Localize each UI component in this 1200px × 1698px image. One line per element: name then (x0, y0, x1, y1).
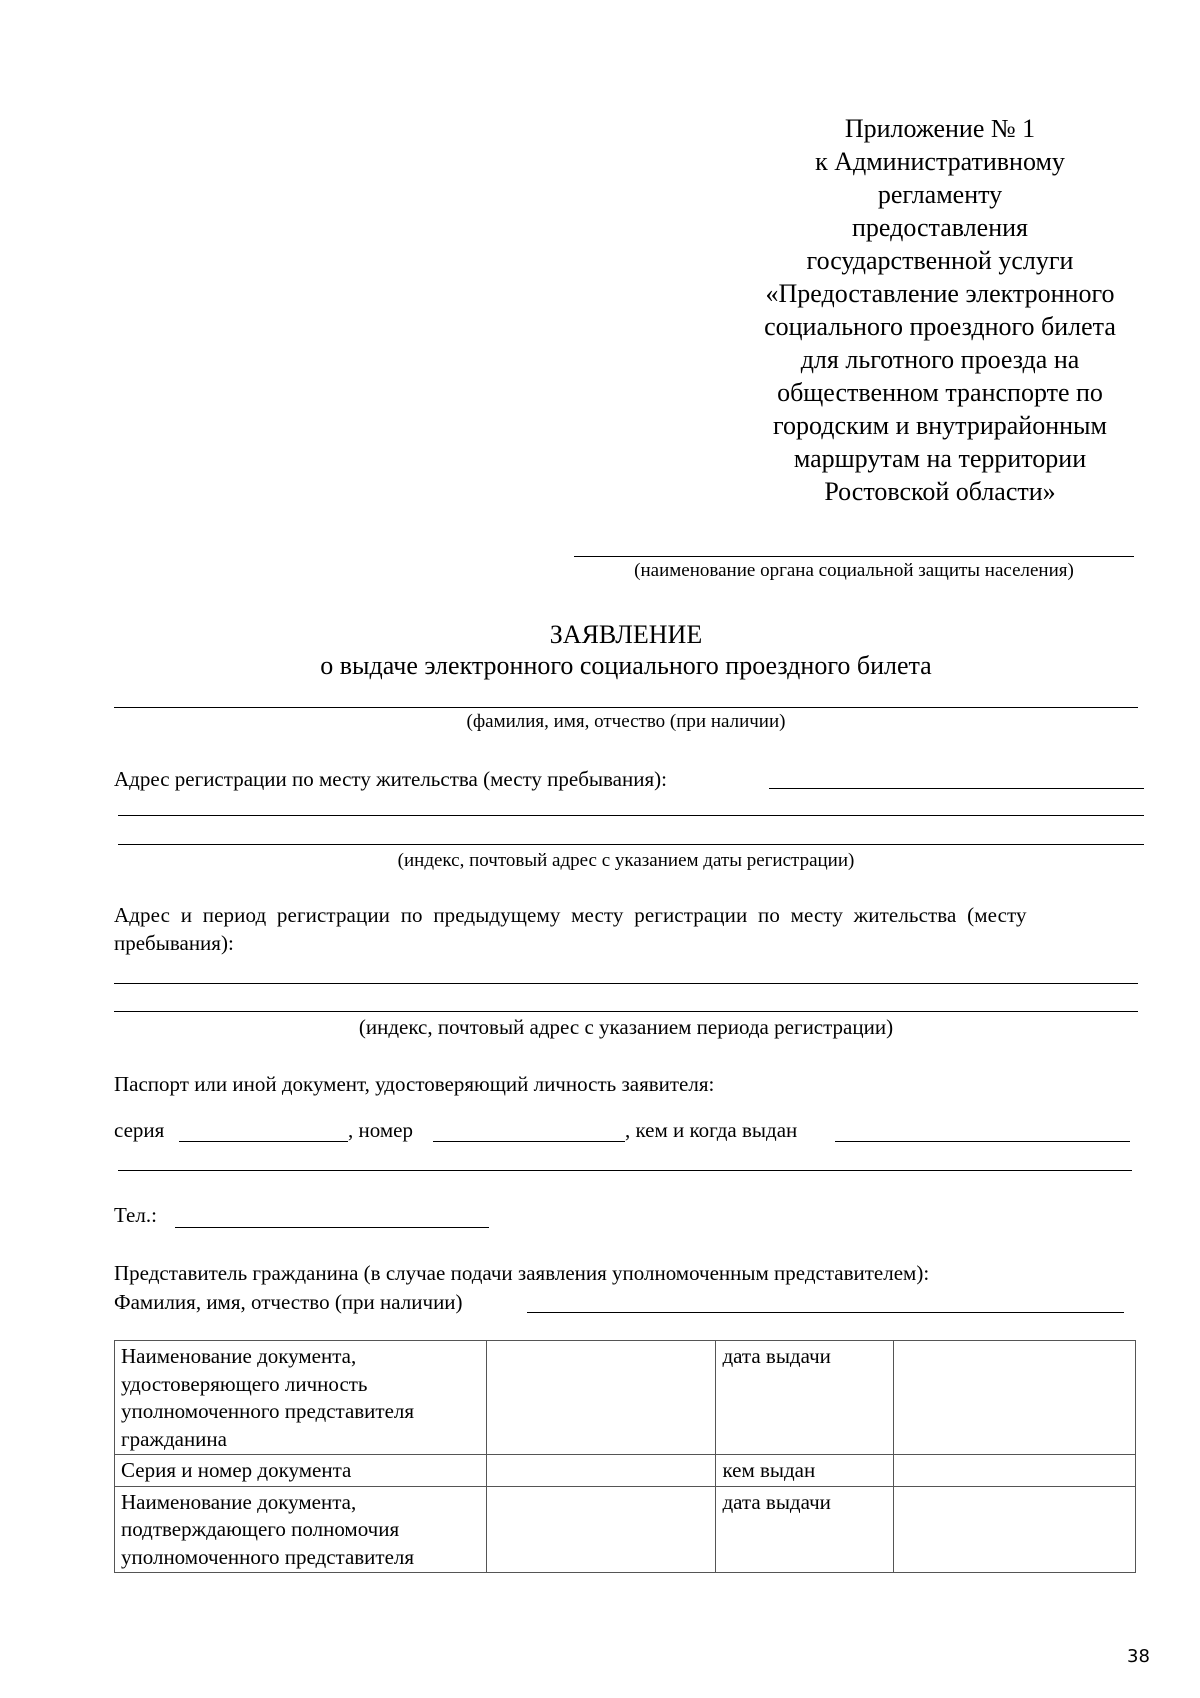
representative-name-field[interactable] (527, 1312, 1124, 1313)
previous-address-field[interactable] (114, 983, 1138, 984)
organ-name-field[interactable] (574, 556, 1134, 557)
appendix-line: социального проездного билета (764, 312, 1116, 341)
table-cell-label: кем выдан (716, 1455, 894, 1487)
table-cell-input[interactable] (894, 1486, 1136, 1573)
appendix-line: Ростовской области» (824, 477, 1056, 506)
appendix-line: государственной услуги (806, 246, 1074, 275)
organ-name-caption: (наименование органа социальной защиты населения) (634, 560, 1074, 581)
appendix-line: «Предоставление электронного (765, 279, 1115, 308)
passport-label: Паспорт или иной документ, удостоверяющий личность заявителя: (114, 1072, 715, 1096)
registration-address-field-line2[interactable] (118, 815, 1144, 816)
appendix-line: маршрутам на территории (793, 444, 1087, 473)
table-cell-input[interactable] (894, 1341, 1136, 1455)
representative-name-label: Фамилия, имя, отчество (при наличии) (114, 1290, 463, 1314)
table-cell-label: Наименование документа, удостоверяющего личность уполномоченного представителя гражданина (115, 1341, 487, 1455)
table-cell-label: Наименование документа, подтверждающего полномочия уполномоченного представителя (115, 1486, 487, 1573)
passport-number-label: , номер (348, 1118, 413, 1142)
registration-address-field-line3[interactable] (118, 844, 1144, 845)
appendix-line: к Административному (815, 147, 1065, 176)
document-title: ЗАЯВЛЕНИЕ (549, 620, 703, 649)
table-cell-input[interactable] (894, 1455, 1136, 1487)
table-cell-input[interactable] (486, 1341, 716, 1455)
table-cell-input[interactable] (486, 1486, 716, 1573)
table-cell-label: дата выдачи (716, 1486, 894, 1573)
phone-field[interactable] (175, 1227, 489, 1228)
registration-address-label: Адрес регистрации по месту жительства (месту пребывания): (114, 767, 667, 791)
previous-address-field-line2[interactable] (114, 1011, 1138, 1012)
representative-label: Представитель гражданина (в случае подачи заявления уполномоченным представителем): (114, 1261, 930, 1285)
previous-address-label: Адрес и период регистрации по предыдущему месту регистрации по месту жительства (месту (114, 903, 1027, 927)
passport-series-label: серия (114, 1118, 165, 1142)
document-subtitle: о выдаче электронного социального проездного билета (320, 651, 932, 680)
appendix-line: общественном транспорте по (777, 378, 1103, 407)
passport-number-field[interactable] (433, 1141, 625, 1142)
previous-address-label-line2: пребывания): (114, 931, 234, 955)
passport-series-field[interactable] (179, 1141, 348, 1142)
table-cell-input[interactable] (486, 1455, 716, 1487)
registration-address-field[interactable] (769, 788, 1144, 789)
table-row (115, 1341, 1136, 1455)
applicant-name-caption: (фамилия, имя, отчество (при наличии) (466, 711, 786, 732)
appendix-line: предоставления (852, 213, 1028, 242)
page-number: 38 (1127, 1646, 1150, 1667)
appendix-line: Приложение № 1 (844, 114, 1036, 143)
appendix-header (740, 112, 1140, 508)
passport-issued-field[interactable] (835, 1141, 1130, 1142)
table-cell-label: Серия и номер документа (115, 1455, 487, 1487)
table-cell-label: дата выдачи (716, 1341, 894, 1455)
previous-address-caption: (индекс, почтовый адрес с указанием периода регистрации) (358, 1015, 894, 1039)
appendix-line: для льготного проезда на (800, 345, 1080, 374)
phone-label: Тел.: (114, 1203, 157, 1227)
appendix-line: городским и внутрирайонным (773, 411, 1107, 440)
table-row (115, 1455, 1136, 1487)
applicant-name-field[interactable] (114, 707, 1138, 708)
passport-issued-field-line2[interactable] (118, 1170, 1132, 1171)
passport-issued-label: , кем и когда выдан (625, 1118, 798, 1142)
appendix-line: регламенту (877, 180, 1003, 209)
table-row (115, 1486, 1136, 1573)
registration-address-caption: (индекс, почтовый адрес с указанием даты регистрации) (397, 850, 855, 871)
representative-documents-table (114, 1340, 1136, 1573)
